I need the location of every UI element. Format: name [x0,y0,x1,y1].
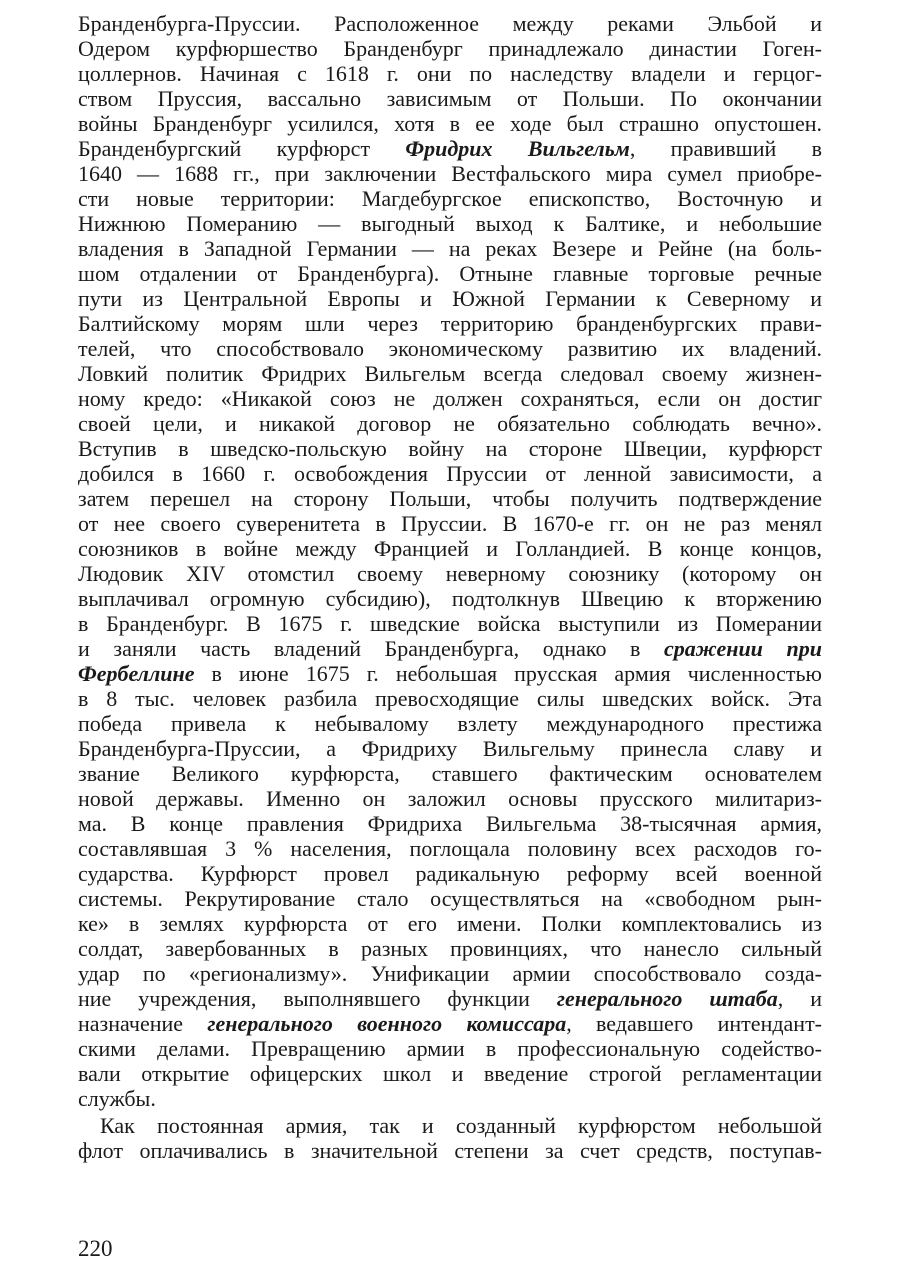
text-line [78,811,822,836]
text-run: службы. [78,1086,156,1111]
text-line [78,586,822,611]
text-run: системы. Рекрутирование стало осуществляться на «свободном рын- [78,886,822,911]
page-body [78,11,822,1163]
text-run: ние учреждения, выполнявшего функции [78,986,557,1011]
text-line [78,1036,822,1061]
text-run: сти новые территории: Магдебургское епископство, Восточную и [78,186,822,211]
text-run: 1640 — 1688 гг., при заключении Вестфальского мира сумел приобре- [78,161,822,186]
text-run: составлявшая 3 % населения, поглощала половину всех расходов го- [78,836,822,861]
text-run: и заняли часть владений Бранденбурга, однако в [78,636,665,661]
text-line [78,286,822,311]
text-run: Нижнюю Померанию — выгодный выход к Балтике, и небольшие [78,211,822,236]
text-run: Бранденбургский курфюрст [78,136,406,161]
text-line [78,361,822,386]
text-run: звание Великого курфюрста, ставшего фактическим основателем [78,761,822,786]
text-line [78,661,822,686]
text-run: Как постоянная армия, так и созданный курфюрстом небольшой [100,1113,822,1138]
page-number: 220 [78,1236,113,1261]
text-run: цоллернов. Начиная с 1618 г. они по наследству владели и герцог- [78,61,822,86]
text-line [78,336,822,361]
text-run: ством Пруссия, вассально зависимым от Польши. По окончании [78,86,822,111]
text-line [78,611,822,636]
text-line [78,561,822,586]
emphasized-term: Фербеллине [78,661,195,686]
text-line [78,986,822,1011]
text-run: вали открытие офицерских школ и введение строгой регламентации [78,1061,822,1086]
text-line [78,736,822,761]
text-run: флот оплачивались в значительной степени за счет средств, поступав- [78,1138,822,1163]
text-line [78,461,822,486]
text-line [78,411,822,436]
text-line [78,236,822,261]
text-line [78,261,822,286]
paragraph [78,11,822,1111]
text-run: ному кредо: «Никакой союз не должен сохраняться, если он достиг [78,386,822,411]
text-line [78,161,822,186]
text-line [78,211,822,236]
text-run: солдат, завербованных в разных провинциях, что нанесло сильный [78,936,822,961]
text-run: , ведавшего интендант- [566,1011,823,1036]
text-run: владения в Западной Германии — на реках Везере и Рейне (на боль- [78,236,822,261]
text-line [78,486,822,511]
text-run: Вступив в шведско-польскую войну на стороне Швеции, курфюрст [78,436,822,461]
emphasized-term: генерального военного комиссара [207,1011,567,1036]
text-line [78,1011,822,1036]
text-run: от нее своего суверенитета в Пруссии. В 1670-е гг. он не раз менял [78,511,822,536]
text-line [78,761,822,786]
text-run: сударства. Курфюрст провел радикальную реформу всей военной [78,861,822,886]
text-run: в июне 1675 г. небольшая прусская армия численностью [194,661,822,686]
text-line [78,686,822,711]
emphasized-term: генерального штаба [556,986,778,1011]
text-run: войны Бранденбург усилился, хотя в ее ходе был страшно опустошен. [78,111,822,136]
text-line [78,961,822,986]
text-run: выплачивал огромную субсидию), подтолкнув Швецию к вторжению [78,586,822,611]
text-run: Ловкий политик Фридрих Вильгельм всегда следовал своему жизнен- [78,361,822,386]
text-run: ма. В конце правления Фридриха Вильгельма 38-тысячная армия, [78,811,822,836]
text-run: Бранденбурга-Пруссии. Расположенное между реками Эльбой и [78,11,822,36]
text-line [78,911,822,936]
text-line [78,1138,822,1163]
emphasized-term: Фридрих Вильгельм [405,136,630,161]
text-run: пути из Центральной Европы и Южной Германии к Северному и [78,286,822,311]
text-line [78,1086,822,1111]
text-run: Балтийскому морям шли через территорию бранденбургских прави- [78,311,822,336]
text-run: шом отдалении от Бранденбурга). Отныне главные торговые речные [78,261,822,286]
text-run: добился в 1660 г. освобождения Пруссии от ленной зависимости, а [78,461,822,486]
text-line [78,136,822,161]
paragraph [78,1113,822,1163]
text-line [78,936,822,961]
text-line [78,311,822,336]
text-line [78,536,822,561]
text-run: союзников в войне между Францией и Голландией. В конце концов, [78,536,822,561]
text-line [78,511,822,536]
text-line [78,11,822,36]
text-run: Людовик XIV отомстил своему неверному союзнику (которому он [78,561,822,586]
text-run: скими делами. Превращению армии в профессиональную содейство- [78,1036,822,1061]
text-run: в 8 тыс. человек разбила превосходящие силы шведских войск. Эта [78,686,822,711]
text-line [78,86,822,111]
text-run: затем перешел на сторону Польши, чтобы получить подтверждение [78,486,822,511]
text-line [78,186,822,211]
text-line [78,786,822,811]
text-run: , правивший в [629,136,822,161]
text-run: новой державы. Именно он заложил основы прусского милитариз- [78,786,822,811]
text-run: Одером курфюршество Бранденбург принадлежало династии Гоген- [78,36,822,61]
text-run: удар по «регионализму». Унификации армии способствовало созда- [78,961,822,986]
text-run: телей, что способствовало экономическому развитию их владений. [78,336,822,361]
text-run: назначение [78,1011,208,1036]
text-line [78,636,822,661]
text-line [78,711,822,736]
text-line [78,386,822,411]
text-line [78,36,822,61]
text-line [78,836,822,861]
text-line [78,436,822,461]
text-run: ке» в землях курфюрста от его имени. Полки комплектовались из [78,911,822,936]
text-line [78,886,822,911]
text-run: своей цели, и никакой договор не обязательно соблюдать вечно». [78,411,822,436]
text-run: победа привела к небывалому взлету международного престижа [78,711,822,736]
text-line [78,111,822,136]
text-line [78,1113,822,1138]
text-run: Бранденбурга-Пруссии, а Фридриху Вильгельму принесла славу и [78,736,822,761]
text-line [78,61,822,86]
emphasized-term: сражении при [664,636,822,661]
text-run: , и [777,986,823,1011]
text-line [78,861,822,886]
text-line [78,1061,822,1086]
text-run: в Бранденбург. В 1675 г. шведские войска выступили из Померании [78,611,822,636]
